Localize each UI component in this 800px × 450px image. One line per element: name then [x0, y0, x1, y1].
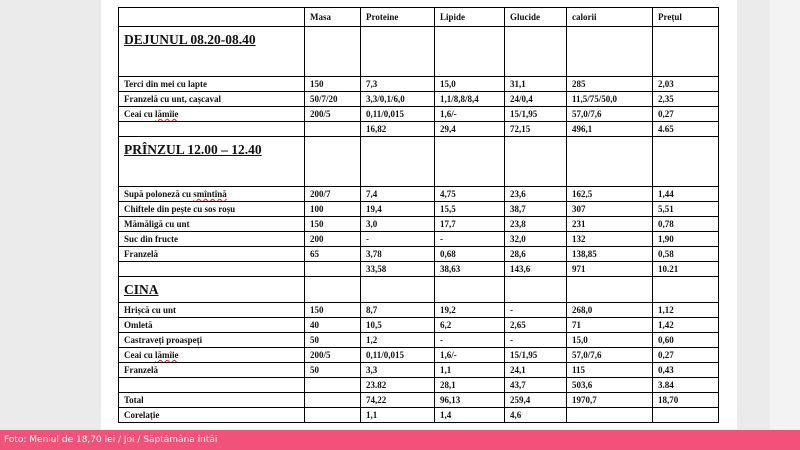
value-cell: -	[435, 333, 505, 348]
value-cell: 6,2	[435, 318, 505, 333]
section-title	[119, 277, 305, 303]
section-title-text: DEJUNUL 08.20-08.40	[124, 32, 256, 47]
value-cell: 38,63	[435, 262, 505, 277]
value-cell: 200/7	[305, 187, 361, 202]
empty-cell	[305, 27, 361, 77]
value-cell: 143,6	[505, 262, 567, 277]
empty-cell	[505, 137, 567, 187]
section-title-text: CINA	[124, 282, 159, 297]
value-cell: 1,6/-	[435, 348, 505, 363]
table-row	[119, 77, 719, 92]
empty-cell	[653, 277, 719, 303]
dish-name-cell	[119, 378, 305, 393]
value-cell: 71	[567, 318, 653, 333]
section-title	[119, 27, 305, 77]
value-cell: 8,7	[361, 303, 435, 318]
table-row	[119, 187, 719, 202]
value-cell: 0,78	[653, 217, 719, 232]
value-cell: 150	[305, 77, 361, 92]
table-row	[119, 303, 719, 318]
value-cell: 19,4	[361, 202, 435, 217]
value-cell: 150	[305, 303, 361, 318]
dish-name-cell: Mămăligă cu unt	[119, 217, 305, 232]
value-cell: 3,0	[361, 217, 435, 232]
empty-cell	[505, 27, 567, 77]
value-cell: 15/1,95	[505, 348, 567, 363]
dish-name-cell	[119, 122, 305, 137]
value-cell: 307	[567, 202, 653, 217]
table-row	[119, 247, 719, 262]
value-cell	[305, 408, 361, 423]
value-cell: 17,7	[435, 217, 505, 232]
value-cell: 0,11/0,015	[361, 107, 435, 122]
dish-name-cell: Castraveți proaspeți	[119, 333, 305, 348]
value-cell: 1,12	[653, 303, 719, 318]
value-cell: 132	[567, 232, 653, 247]
dish-name-cell: Terci din mei cu lapte	[119, 77, 305, 92]
value-cell: 0,11/0,015	[361, 348, 435, 363]
value-cell: 1,1	[361, 408, 435, 423]
dish-name-cell: Omletă	[119, 318, 305, 333]
empty-cell	[305, 137, 361, 187]
section-title-text: PRÎNZUL 12.00 – 12.40	[124, 142, 262, 157]
section-title	[119, 137, 305, 187]
value-cell: 268,0	[567, 303, 653, 318]
empty-cell	[435, 27, 505, 77]
dish-name-cell: Franzelă	[119, 363, 305, 378]
value-cell: 1,1	[435, 363, 505, 378]
value-cell: 24/0,4	[505, 92, 567, 107]
value-cell: 72,15	[505, 122, 567, 137]
header-cell: Proteine	[361, 8, 435, 27]
empty-cell	[361, 137, 435, 187]
value-cell	[305, 378, 361, 393]
dish-name-cell: Suc din fructe	[119, 232, 305, 247]
dish-name-cell: Ceai cu lămîie	[119, 348, 305, 363]
value-cell: 24,1	[505, 363, 567, 378]
value-cell: 2,65	[505, 318, 567, 333]
value-cell: 0,27	[653, 348, 719, 363]
table-row	[119, 333, 719, 348]
empty-cell	[505, 277, 567, 303]
dish-name-cell: Chiftele din pește cu sos roșu	[119, 202, 305, 217]
empty-cell	[653, 27, 719, 77]
empty-cell	[435, 137, 505, 187]
value-cell: 100	[305, 202, 361, 217]
empty-cell	[435, 277, 505, 303]
header-cell: calorii	[567, 8, 653, 27]
value-cell: 43,7	[505, 378, 567, 393]
value-cell: 50/7/20	[305, 92, 361, 107]
value-cell: 1,1/8,8/8,4	[435, 92, 505, 107]
value-cell: 16,82	[361, 122, 435, 137]
value-cell: 2,03	[653, 77, 719, 92]
table-row	[119, 217, 719, 232]
dish-name-cell: Total	[119, 393, 305, 408]
value-cell: 1,2	[361, 333, 435, 348]
value-cell: 32,0	[505, 232, 567, 247]
value-cell: 15,0	[435, 77, 505, 92]
value-cell: 65	[305, 247, 361, 262]
value-cell: 0,27	[653, 107, 719, 122]
dish-name-cell	[119, 262, 305, 277]
value-cell: 0,68	[435, 247, 505, 262]
header-cell	[119, 8, 305, 27]
value-cell: 200	[305, 232, 361, 247]
dish-name-cell: Franzelă	[119, 247, 305, 262]
value-cell: 231	[567, 217, 653, 232]
header-cell: Masa	[305, 8, 361, 27]
photo-caption: Foto: Meniul de 18,70 lei / Joi / Săptămâna întâi	[0, 430, 800, 450]
value-cell: -	[435, 232, 505, 247]
value-cell: 11,5/75/50,0	[567, 92, 653, 107]
value-cell: 115	[567, 363, 653, 378]
table-row	[119, 318, 719, 333]
value-cell: 4,75	[435, 187, 505, 202]
value-cell: 3,3/0,1/6,0	[361, 92, 435, 107]
value-cell: 50	[305, 363, 361, 378]
value-cell: 1970,7	[567, 393, 653, 408]
value-cell: 15,5	[435, 202, 505, 217]
value-cell: 2,35	[653, 92, 719, 107]
value-cell: 7,3	[361, 77, 435, 92]
value-cell: 1,6/-	[435, 107, 505, 122]
subtotal-row	[119, 378, 719, 393]
table-row	[119, 363, 719, 378]
value-cell: 96,13	[435, 393, 505, 408]
empty-cell	[567, 27, 653, 77]
value-cell: 5,51	[653, 202, 719, 217]
value-cell: 28,6	[505, 247, 567, 262]
value-cell: 150	[305, 217, 361, 232]
value-cell: 503,6	[567, 378, 653, 393]
value-cell: -	[361, 232, 435, 247]
value-cell: 1,42	[653, 318, 719, 333]
table-row	[119, 348, 719, 363]
empty-cell	[361, 27, 435, 77]
value-cell: 0,58	[653, 247, 719, 262]
value-cell: 50	[305, 333, 361, 348]
value-cell: 0,43	[653, 363, 719, 378]
value-cell: 74,22	[361, 393, 435, 408]
section-header-row	[119, 137, 719, 187]
header-cell: Lipide	[435, 8, 505, 27]
value-cell: 200/5	[305, 348, 361, 363]
value-cell: 138,85	[567, 247, 653, 262]
menu-table	[118, 7, 719, 423]
value-cell	[305, 122, 361, 137]
section-header-row	[119, 27, 719, 77]
dish-name-cell: Supă poloneză cu smîntînă	[119, 187, 305, 202]
table-row	[119, 92, 719, 107]
value-cell: 3,3	[361, 363, 435, 378]
value-cell: 15,0	[567, 333, 653, 348]
value-cell: 0,60	[653, 333, 719, 348]
value-cell	[653, 408, 719, 423]
value-cell: 1,44	[653, 187, 719, 202]
empty-cell	[567, 137, 653, 187]
value-cell: 496,1	[567, 122, 653, 137]
scrollbar-track[interactable]	[770, 0, 800, 430]
value-cell: 57,0/7,6	[567, 348, 653, 363]
value-cell: 15/1,95	[505, 107, 567, 122]
empty-cell	[305, 277, 361, 303]
value-cell	[305, 393, 361, 408]
value-cell: 4.65	[653, 122, 719, 137]
value-cell: -	[505, 303, 567, 318]
value-cell: 1,90	[653, 232, 719, 247]
value-cell: 33,58	[361, 262, 435, 277]
dish-name-cell: Corelație	[119, 408, 305, 423]
section-header-row	[119, 277, 719, 303]
total-row	[119, 393, 719, 408]
table-row	[119, 202, 719, 217]
value-cell: 162,5	[567, 187, 653, 202]
correlation-row	[119, 408, 719, 423]
value-cell: 3.84	[653, 378, 719, 393]
value-cell: 38,7	[505, 202, 567, 217]
header-cell: Prețul	[653, 8, 719, 27]
header-row	[119, 8, 719, 27]
value-cell: 40	[305, 318, 361, 333]
subtotal-row	[119, 262, 719, 277]
empty-cell	[567, 277, 653, 303]
value-cell: -	[505, 333, 567, 348]
value-cell: 29,4	[435, 122, 505, 137]
header-cell: Glucide	[505, 8, 567, 27]
value-cell	[305, 262, 361, 277]
table-row	[119, 232, 719, 247]
value-cell: 4,6	[505, 408, 567, 423]
value-cell: 971	[567, 262, 653, 277]
value-cell: 23.82	[361, 378, 435, 393]
dish-name-cell: Franzelă cu unt, cașcaval	[119, 92, 305, 107]
value-cell: 200/5	[305, 107, 361, 122]
empty-cell	[361, 277, 435, 303]
value-cell: 259,4	[505, 393, 567, 408]
value-cell: 3,78	[361, 247, 435, 262]
value-cell: 19,2	[435, 303, 505, 318]
value-cell	[567, 408, 653, 423]
value-cell: 10.21	[653, 262, 719, 277]
value-cell: 31,1	[505, 77, 567, 92]
value-cell: 7,4	[361, 187, 435, 202]
value-cell: 23,8	[505, 217, 567, 232]
empty-cell	[653, 137, 719, 187]
value-cell: 1,4	[435, 408, 505, 423]
subtotal-row	[119, 122, 719, 137]
value-cell: 23,6	[505, 187, 567, 202]
value-cell: 28,1	[435, 378, 505, 393]
dish-name-cell: Ceai cu lămîie	[119, 107, 305, 122]
value-cell: 10,5	[361, 318, 435, 333]
value-cell: 285	[567, 77, 653, 92]
value-cell: 18,70	[653, 393, 719, 408]
value-cell: 57,0/7,6	[567, 107, 653, 122]
table-row	[119, 107, 719, 122]
dish-name-cell: Hrișcă cu unt	[119, 303, 305, 318]
